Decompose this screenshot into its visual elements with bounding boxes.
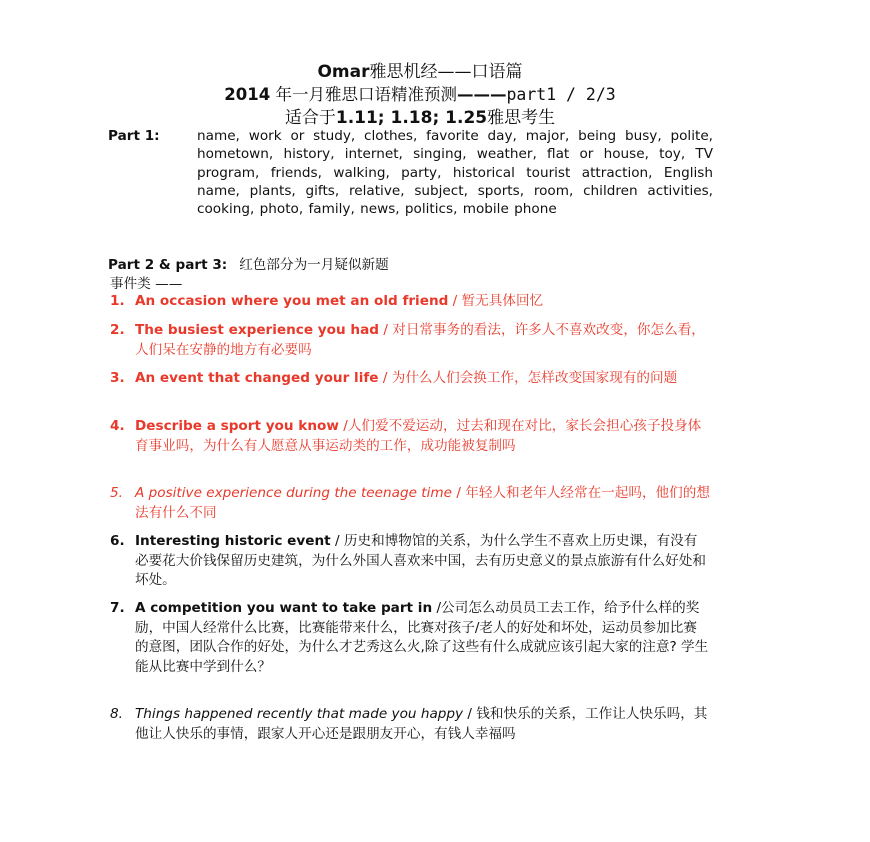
list-item-number: 7. [110,600,125,616]
document-subtitle [110,81,730,105]
list-item-questions: / 为什么人们会换工作，怎样改变国家现有的问题 [378,370,678,386]
subtitle-dash: ——— [456,85,507,104]
list-item-questions: / 年轻人和老年人经常在一起吗，他们的想法有什么不同 [135,485,710,521]
list-item-number: 1. [110,293,125,309]
list-item [110,484,710,523]
part1-label: Part 1: [108,128,160,144]
subtitle-parts: part1 / 2/3 [506,85,616,104]
list-item-number: 8. [110,706,123,722]
list-item-topic: Describe a sport you know [135,418,339,434]
list-item-number: 2. [110,322,125,338]
list-item-number: 5. [110,485,123,501]
list-item-number: 6. [110,533,125,549]
audience-pre: 适合于 [284,108,336,128]
list-item-number: 4. [110,418,125,434]
list-item [110,599,710,677]
part1-section [108,127,713,218]
list-item [110,705,710,744]
part23-note: 红色部分为一月疑似新题 [239,257,389,273]
list-item [110,532,710,591]
list-item [110,292,710,312]
list-item-questions: / 钱和快乐的关系，工作让人快乐吗，其他让人快乐的事情，跟家人开心还是跟朋友开心，有钱人幸福吗 [135,706,708,742]
list-item-topic: A positive experience during the teenage time [135,485,452,501]
subtitle-mid: 年一月雅思口语精准预测 [270,85,457,104]
title-brand: Omar [317,62,370,82]
category-heading: 事件类 —— [110,276,183,292]
title-rest: 雅思机经——口语篇 [369,62,523,82]
list-item-questions: /人们爱不爱运动，过去和现在对比，家长会担心孩子投身体育事业吗，为什么有人愿意从事运动类的工作，成功能被复制吗 [135,418,702,454]
list-item-topic: Interesting historic event [135,533,331,549]
list-item-topic: The busiest experience you had [135,322,380,338]
subtitle-year: 2014 [224,85,271,104]
part1-topics: name, work or study, clothes, favorite day, major, being busy, polite, hometown, history, internet, singing, weather, flat or house, toy, TV program, friends, walking, party, historical tourist attraction, English name, plants, gifts, relative, subject, sports, room, children activities, cooking, photo, family, news, politics, mobile phone [197,128,713,218]
list-item-questions: / 对日常事务的看法，许多人不喜欢改变，你怎么看，人们呆在安静的地方有必要吗 [135,322,705,358]
audience-post: 雅思考生 [487,108,556,128]
part23-header [108,253,389,273]
list-item-questions: / 历史和博物馆的关系，为什么学生不喜欢上历史课，有没有必要花大价钱保留历史建筑，为什么外国人喜欢来中国，去有历史意义的景点旅游有什么好处和坏处。 [135,533,706,589]
audience-dates: 1.11; 1.18; 1.25 [335,108,488,128]
part23-label: Part 2 & part 3: [108,257,228,273]
list-item-number: 3. [110,370,125,386]
list-item-topic: An event that changed your life [135,370,379,386]
list-item [110,321,710,360]
list-item [110,369,710,389]
list-item-topic: An occasion where you met an old friend [135,293,449,309]
list-item-topic: A competition you want to take part in [135,600,433,616]
document-audience [110,103,730,128]
list-item-questions: /公司怎么动员员工去工作，给予什么样的奖励，中国人经常什么比赛，比赛能带来什么，比赛对孩子/老人的好处和坏处，运动员参加比赛的意图，团队合作的好处，为什么才艺秀这么火,除了这些有什么成就应该引起大家的注意? 学生能从比赛中学到什么？ [135,600,709,675]
list-item [110,417,710,456]
list-item-questions: / 暂无具体回忆 [448,293,544,309]
document-title [110,57,730,82]
list-item-topic: Things happened recently that made you happy [135,706,464,722]
